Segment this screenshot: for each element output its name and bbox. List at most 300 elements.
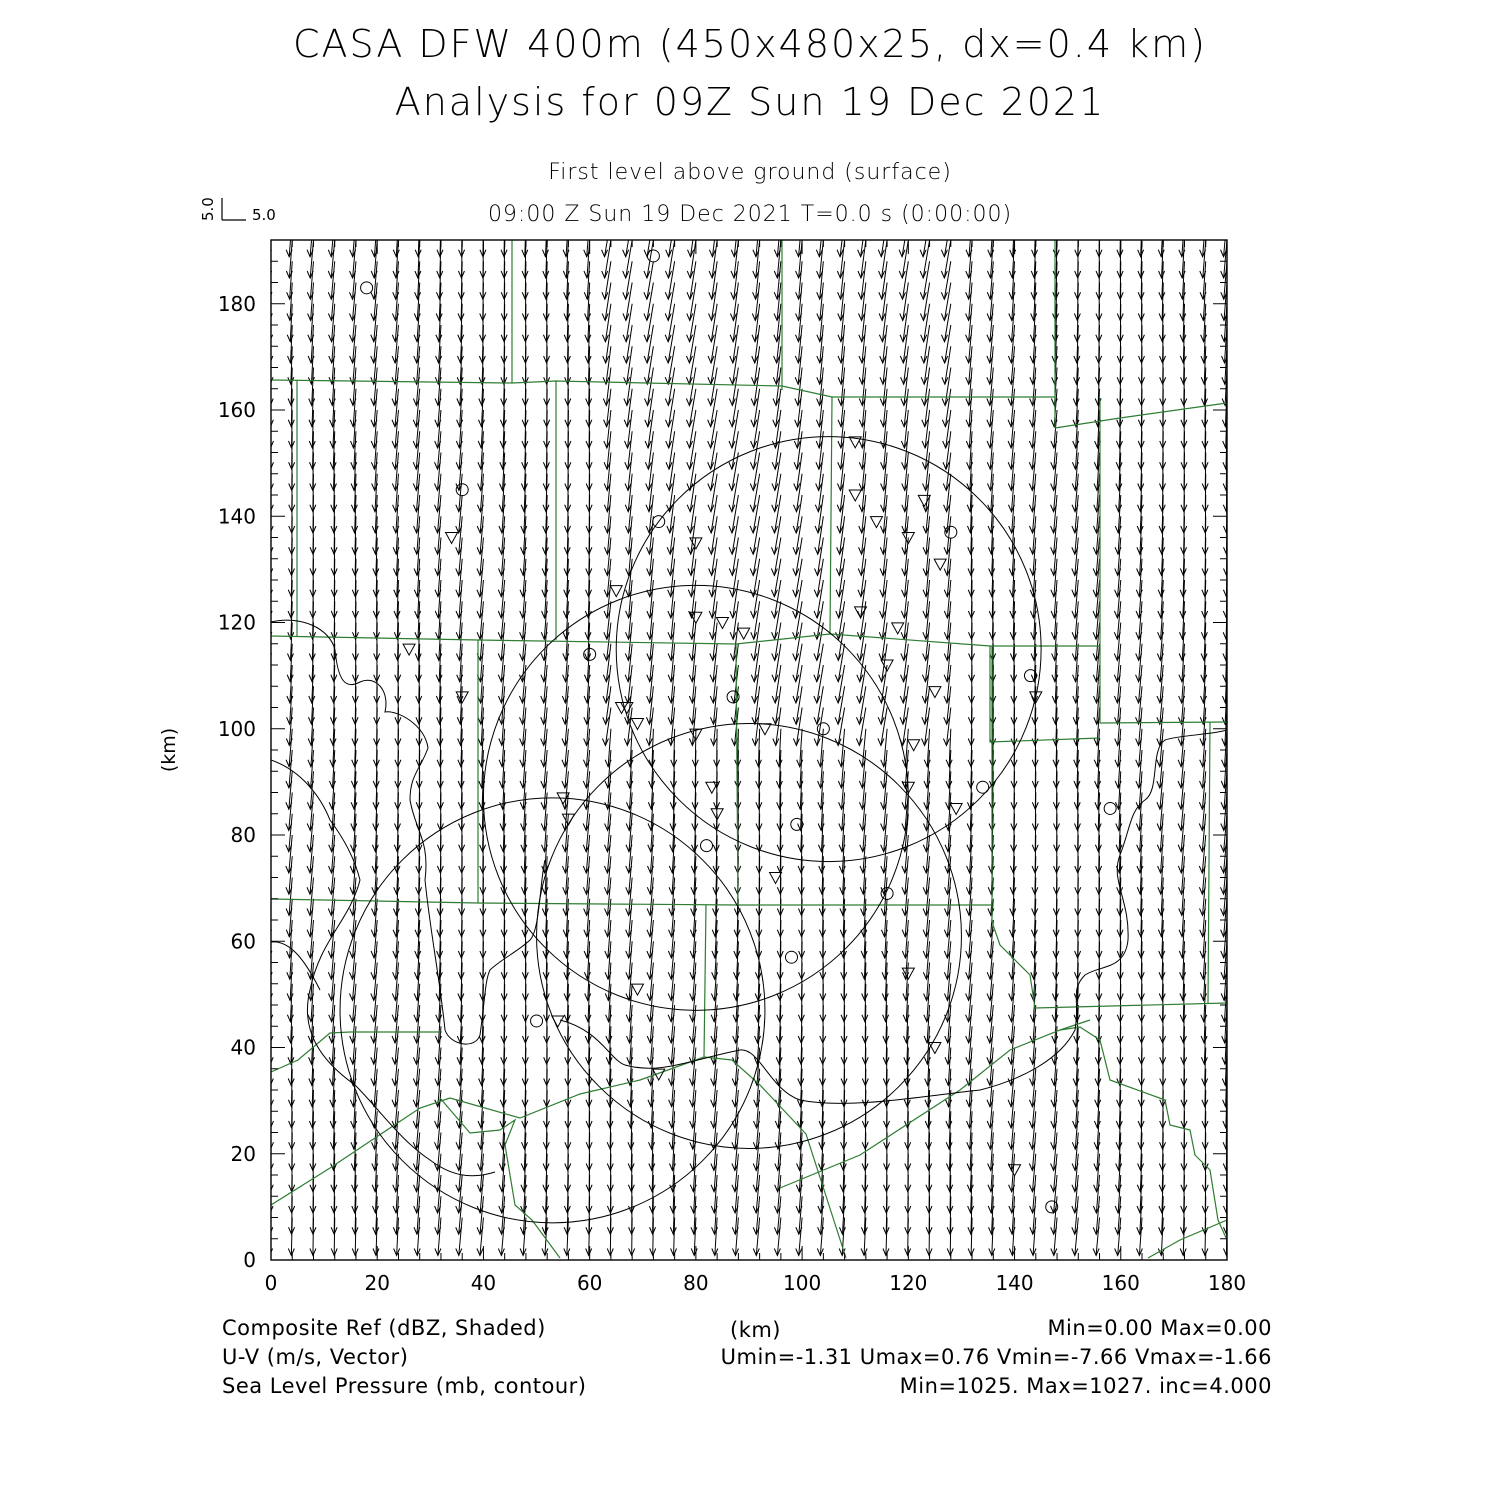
wind-vector-head bbox=[709, 314, 715, 321]
wind-vector bbox=[647, 304, 653, 342]
wind-vector-head bbox=[941, 250, 947, 257]
wind-vector bbox=[817, 665, 823, 703]
wind-vector-head bbox=[623, 356, 629, 363]
wind-vector-head bbox=[751, 632, 757, 639]
time-label: 09:00 Z Sun 19 Dec 2021 T=0.0 s (0:00:00) bbox=[487, 202, 1013, 227]
wind-vector-head bbox=[267, 526, 273, 533]
wind-vector bbox=[817, 559, 823, 597]
wind-vector bbox=[647, 325, 653, 363]
wind-vector bbox=[820, 346, 824, 384]
level-label: First level above ground (surface) bbox=[548, 160, 952, 185]
wind-vector-head bbox=[835, 717, 841, 724]
wind-vector-head bbox=[265, 866, 271, 873]
wind-vector-head bbox=[687, 505, 693, 512]
x-tick-label: 60 bbox=[576, 1271, 603, 1295]
x-tick-label: 40 bbox=[470, 1271, 497, 1295]
wind-vector bbox=[944, 304, 950, 342]
wind-vector bbox=[753, 453, 759, 491]
wind-vector-head bbox=[879, 271, 885, 278]
wind-vector-head bbox=[708, 356, 714, 363]
wind-vector bbox=[753, 474, 759, 512]
wind-vector-head bbox=[751, 399, 757, 406]
wind-vector bbox=[796, 559, 802, 597]
station-triangle bbox=[716, 618, 728, 629]
wind-vector bbox=[668, 346, 674, 384]
wind-vector-head bbox=[645, 420, 651, 427]
wind-vector-head bbox=[793, 611, 799, 618]
scale-v-label: 5.0 bbox=[199, 197, 217, 221]
wind-vector bbox=[926, 601, 930, 639]
wind-vector-head bbox=[687, 335, 693, 342]
wind-vector bbox=[775, 601, 781, 639]
wind-vector-head bbox=[666, 250, 672, 257]
station-circle bbox=[361, 282, 373, 294]
wind-vector-head bbox=[878, 717, 884, 724]
wind-vector-head bbox=[665, 399, 671, 406]
wind-vector-head bbox=[899, 292, 905, 299]
wind-vector-head bbox=[856, 717, 862, 724]
wind-vector-head bbox=[602, 250, 608, 257]
y-tick-label: 80 bbox=[230, 823, 256, 847]
wind-vector bbox=[799, 283, 803, 321]
wind-vector-head bbox=[708, 526, 714, 533]
wind-vector-head bbox=[666, 420, 672, 427]
wind-vector bbox=[905, 559, 909, 597]
wind-vector bbox=[753, 516, 759, 554]
wind-vector-head bbox=[942, 377, 948, 384]
wind-vector-head bbox=[267, 1185, 273, 1192]
wind-vector-head bbox=[687, 462, 693, 469]
wind-vector-head bbox=[793, 526, 799, 533]
station-circle bbox=[456, 484, 468, 496]
wind-vector bbox=[754, 580, 760, 618]
wind-vector-head bbox=[857, 696, 863, 703]
wind-vector-head bbox=[686, 420, 692, 427]
wind-vector-head bbox=[793, 590, 799, 597]
wind-vector bbox=[711, 325, 717, 363]
wind-vector bbox=[607, 538, 611, 576]
station-triangle bbox=[446, 533, 458, 544]
station-triangle bbox=[552, 1016, 564, 1027]
wind-vector bbox=[626, 304, 632, 342]
station-triangle bbox=[849, 490, 861, 501]
wind-vector-head bbox=[729, 569, 735, 576]
wind-vector bbox=[923, 261, 929, 299]
wind-vector bbox=[689, 389, 695, 427]
wind-vector bbox=[753, 538, 759, 576]
wind-vector bbox=[774, 559, 780, 597]
county-boundaries bbox=[271, 240, 1227, 1258]
wind-vector-head bbox=[265, 845, 271, 852]
wind-vector bbox=[1078, 219, 1079, 257]
wind-vector-head bbox=[899, 250, 905, 257]
wind-vector-head bbox=[750, 484, 756, 491]
slp-contours bbox=[271, 620, 1227, 1176]
wind-vector-head bbox=[835, 675, 841, 682]
station-triangle bbox=[403, 644, 415, 655]
station-circle bbox=[1104, 802, 1116, 814]
wind-vector-head bbox=[793, 739, 799, 746]
wind-vector bbox=[775, 474, 781, 512]
wind-vector-head bbox=[771, 590, 777, 597]
wind-vector-head bbox=[602, 271, 608, 278]
map-subtitle: Analysis for 09Z Sun 19 Dec 2021 bbox=[394, 80, 1106, 124]
wind-vector-head bbox=[267, 547, 273, 554]
wind-vector bbox=[947, 644, 951, 682]
wind-vector-head bbox=[645, 399, 651, 406]
wind-vector-head bbox=[686, 377, 692, 384]
wind-vector bbox=[1099, 219, 1100, 257]
wind-vector bbox=[796, 601, 802, 639]
station-circle bbox=[785, 951, 797, 963]
wind-vector bbox=[668, 283, 674, 321]
wind-vector-head bbox=[687, 292, 693, 299]
wind-vector-head bbox=[644, 314, 650, 321]
wind-vector bbox=[798, 304, 802, 342]
wind-vector-head bbox=[751, 654, 757, 661]
radar-ring bbox=[537, 723, 962, 1148]
wind-vector-head bbox=[729, 505, 735, 512]
y-tick-label: 140 bbox=[217, 504, 256, 529]
wind-vector bbox=[817, 644, 823, 682]
wind-vector bbox=[926, 559, 930, 597]
wind-vector-head bbox=[729, 420, 735, 427]
wind-vector-head bbox=[729, 441, 735, 448]
wind-vector bbox=[711, 495, 717, 533]
wind-vector-head bbox=[920, 250, 926, 257]
wind-vector-head bbox=[750, 462, 756, 469]
station-circle bbox=[977, 781, 989, 793]
wind-vector bbox=[860, 644, 866, 682]
wind-vector-head bbox=[772, 484, 778, 491]
wind-vector bbox=[717, 729, 718, 767]
wind-vector bbox=[862, 453, 866, 491]
wind-vector-head bbox=[921, 335, 927, 342]
wind-vector-head bbox=[771, 611, 777, 618]
wind-vector-head bbox=[751, 611, 757, 618]
wind-vector-head bbox=[815, 547, 821, 554]
wind-vector-head bbox=[666, 441, 672, 448]
wind-vector bbox=[605, 240, 611, 278]
wind-vector-head bbox=[623, 271, 629, 278]
station-circle bbox=[701, 840, 713, 852]
wind-vector-head bbox=[265, 802, 271, 809]
wind-vector bbox=[629, 580, 633, 618]
wind-vector-head bbox=[729, 462, 735, 469]
wind-vector bbox=[944, 240, 950, 278]
wind-vector bbox=[732, 516, 738, 554]
plot-frame bbox=[271, 240, 1227, 1260]
wind-vector-head bbox=[686, 356, 692, 363]
wind-vector bbox=[711, 431, 717, 469]
wind-vector-head bbox=[265, 824, 271, 831]
wind-vector-head bbox=[856, 739, 862, 746]
wind-vector-head bbox=[751, 441, 757, 448]
wind-vector bbox=[884, 474, 888, 512]
wind-vector bbox=[690, 410, 696, 448]
wind-vector-head bbox=[709, 569, 715, 576]
wind-vector-head bbox=[267, 399, 273, 406]
station-triangle bbox=[631, 984, 643, 995]
station-triangle bbox=[631, 718, 643, 729]
wind-vector-head bbox=[836, 590, 842, 597]
wind-vector bbox=[796, 623, 802, 661]
x-tick-label: 160 bbox=[1101, 1271, 1140, 1295]
wind-vector-head bbox=[772, 632, 778, 639]
wind-vector bbox=[777, 261, 781, 299]
map-title: CASA DFW 400m (450x480x25, dx=0.4 km) bbox=[292, 22, 1207, 66]
wind-vector bbox=[711, 346, 717, 384]
wind-vector bbox=[923, 283, 929, 321]
wind-vector bbox=[753, 559, 759, 597]
wind-vector bbox=[732, 431, 738, 469]
station-circle bbox=[881, 887, 893, 899]
wind-vector bbox=[817, 686, 823, 724]
wind-vector-head bbox=[644, 271, 650, 278]
wind-vector-head bbox=[686, 399, 692, 406]
wind-vector bbox=[838, 665, 844, 703]
wind-vector bbox=[923, 240, 929, 278]
wind-vector-head bbox=[267, 569, 273, 576]
wind-vector bbox=[883, 495, 887, 533]
wind-vector-head bbox=[687, 314, 693, 321]
wind-vector bbox=[775, 495, 781, 533]
wind-vector-head bbox=[267, 335, 273, 342]
wind-vector-head bbox=[814, 696, 820, 703]
station-triangle bbox=[610, 586, 622, 597]
wind-vector bbox=[839, 601, 845, 639]
wind-vector bbox=[669, 389, 675, 427]
wind-vector bbox=[626, 283, 632, 321]
wind-vector-head bbox=[708, 484, 714, 491]
wind-vector-head bbox=[814, 590, 820, 597]
wind-vector-head bbox=[920, 292, 926, 299]
wind-vector-head bbox=[878, 739, 884, 746]
wind-vector-head bbox=[814, 717, 820, 724]
wind-vector-head bbox=[750, 526, 756, 533]
wind-vector-head bbox=[835, 696, 841, 703]
wind-vector bbox=[647, 261, 653, 299]
y-tick-label: 100 bbox=[217, 716, 256, 741]
wind-vector-head bbox=[814, 654, 820, 661]
x-tick-label: 80 bbox=[683, 1271, 709, 1295]
wind-vector-head bbox=[750, 569, 756, 576]
field2-stats: Umin=-1.31 Umax=0.76 Vmin=-7.66 Vmax=-1.66 bbox=[720, 1345, 1272, 1369]
wind-vector-head bbox=[814, 569, 820, 576]
wind-vector bbox=[838, 686, 845, 724]
wind-vector-head bbox=[602, 292, 608, 299]
wind-vector-head bbox=[750, 505, 756, 512]
wind-vector-head bbox=[708, 462, 714, 469]
wind-vector-head bbox=[644, 356, 650, 363]
wind-vector bbox=[926, 580, 930, 618]
field1-name: Composite Ref (dBZ, Shaded) bbox=[222, 1316, 546, 1340]
wind-vector-field bbox=[265, 219, 1230, 1256]
wind-vector-head bbox=[730, 590, 736, 597]
wind-vector bbox=[841, 368, 845, 406]
wind-vector bbox=[711, 368, 717, 406]
wind-vector-head bbox=[730, 377, 736, 384]
wind-vector-head bbox=[793, 569, 799, 576]
station-triangle bbox=[759, 724, 771, 735]
wind-vector-head bbox=[623, 314, 629, 321]
wind-vector bbox=[689, 325, 695, 363]
wind-vector-head bbox=[900, 314, 906, 321]
wind-vector bbox=[732, 495, 738, 533]
wind-vector bbox=[944, 283, 950, 321]
wind-vector-head bbox=[771, 547, 777, 554]
wind-vector-head bbox=[687, 441, 693, 448]
wind-vector bbox=[944, 261, 950, 299]
wind-vector bbox=[650, 665, 654, 703]
wind-vector-head bbox=[267, 1206, 273, 1213]
wind-vector bbox=[668, 304, 674, 342]
axis-ticks bbox=[271, 240, 1227, 1260]
wind-vector-head bbox=[708, 547, 714, 554]
wind-vector bbox=[777, 240, 781, 278]
wind-vector bbox=[626, 261, 632, 299]
wind-vector-head bbox=[623, 292, 629, 299]
wind-vector bbox=[626, 219, 633, 257]
wind-vector bbox=[796, 516, 802, 554]
wind-vector-head bbox=[687, 271, 693, 278]
wind-vector bbox=[859, 686, 865, 724]
wind-vector-head bbox=[644, 335, 650, 342]
wind-vector-head bbox=[750, 547, 756, 554]
wind-vector bbox=[671, 686, 675, 724]
wind-vector-head bbox=[267, 1015, 273, 1022]
wind-vector bbox=[668, 261, 674, 299]
wind-vector-head bbox=[836, 611, 842, 618]
y-tick-label: 40 bbox=[230, 1035, 256, 1060]
wind-vector-head bbox=[708, 335, 714, 342]
x-tick-label: 120 bbox=[889, 1271, 928, 1295]
wind-vector bbox=[817, 623, 823, 661]
wind-vector bbox=[905, 516, 909, 554]
wind-vector bbox=[817, 601, 823, 639]
station-triangle bbox=[929, 1043, 941, 1054]
wind-vector-head bbox=[899, 271, 905, 278]
wind-vector bbox=[796, 538, 802, 576]
wind-vector bbox=[732, 389, 738, 427]
wind-vector-head bbox=[665, 292, 671, 299]
wind-vector-head bbox=[729, 484, 735, 491]
wind-vector-head bbox=[708, 399, 714, 406]
wind-vector-head bbox=[772, 654, 778, 661]
wind-vector bbox=[650, 644, 654, 682]
wind-vector-head bbox=[708, 441, 714, 448]
wind-vector bbox=[732, 538, 738, 576]
wind-vector-head bbox=[708, 505, 714, 512]
wind-vector bbox=[774, 538, 780, 576]
wind-vector bbox=[902, 219, 908, 257]
wind-vector-head bbox=[267, 1036, 273, 1043]
wind-vector bbox=[504, 219, 505, 257]
wind-vector bbox=[690, 283, 696, 321]
radar-ring bbox=[616, 437, 1041, 862]
wind-vector bbox=[711, 474, 717, 512]
wind-vector-head bbox=[772, 505, 778, 512]
field1-stats: Min=0.00 Max=0.00 bbox=[1047, 1316, 1272, 1340]
station-circle bbox=[531, 1015, 543, 1027]
wind-vector-head bbox=[920, 271, 926, 278]
wind-vector-head bbox=[835, 654, 841, 661]
wind-vector-head bbox=[265, 760, 271, 767]
y-tick-label: 160 bbox=[217, 398, 256, 422]
wind-vector bbox=[671, 665, 675, 703]
wind-vector-head bbox=[941, 271, 947, 278]
wind-vector bbox=[841, 410, 845, 448]
wind-vector-head bbox=[730, 356, 736, 363]
station-triangle bbox=[950, 803, 962, 814]
wind-vector bbox=[462, 219, 463, 257]
wind-vector bbox=[753, 495, 759, 533]
station-triangle bbox=[738, 628, 750, 639]
station-triangle bbox=[929, 687, 941, 698]
wind-vector bbox=[690, 431, 696, 469]
field3-stats: Min=1025. Max=1027. inc=4.000 bbox=[899, 1374, 1272, 1398]
x-tick-label: 20 bbox=[364, 1271, 390, 1295]
wind-vector-head bbox=[665, 314, 671, 321]
x-axis-label: (km) bbox=[730, 1318, 782, 1342]
wind-vector-head bbox=[666, 462, 672, 469]
station-triangle bbox=[908, 740, 920, 751]
wind-vector-head bbox=[793, 505, 799, 512]
x-tick-label: 100 bbox=[783, 1271, 822, 1295]
wind-vector-head bbox=[267, 1227, 273, 1234]
wind-vector-head bbox=[708, 377, 714, 384]
wind-vector bbox=[668, 368, 674, 406]
wind-vector bbox=[689, 346, 695, 384]
wind-vector-head bbox=[267, 356, 273, 363]
x-tick-label: 180 bbox=[1207, 1271, 1247, 1295]
wind-vector bbox=[689, 368, 695, 406]
wind-vector-head bbox=[665, 335, 671, 342]
wind-vector bbox=[626, 240, 632, 278]
wind-vector-head bbox=[814, 675, 820, 682]
wind-vector bbox=[754, 410, 760, 448]
wind-vector bbox=[695, 729, 696, 767]
x-tick-label: 140 bbox=[995, 1271, 1034, 1295]
wind-vector bbox=[668, 325, 674, 363]
wind-vector-head bbox=[623, 335, 629, 342]
wind-vector bbox=[947, 601, 951, 639]
wind-vector bbox=[668, 240, 674, 278]
wind-vector bbox=[945, 325, 951, 363]
wind-vector-head bbox=[941, 314, 947, 321]
wind-vector-head bbox=[265, 887, 271, 894]
wind-vector-head bbox=[771, 569, 777, 576]
wind-vector-head bbox=[623, 250, 629, 257]
field2-name: U-V (m/s, Vector) bbox=[222, 1345, 409, 1369]
wind-vector bbox=[860, 665, 866, 703]
station-triangle bbox=[892, 623, 904, 634]
wind-vector bbox=[775, 623, 781, 661]
wind-vector-head bbox=[730, 611, 736, 618]
wind-vector bbox=[732, 368, 738, 406]
wind-vector bbox=[605, 261, 611, 299]
station-circle bbox=[647, 250, 659, 262]
wind-vector-head bbox=[793, 717, 799, 724]
field3-name: Sea Level Pressure (mb, contour) bbox=[222, 1374, 587, 1398]
wind-vector bbox=[647, 346, 653, 384]
wind-vector-head bbox=[793, 675, 799, 682]
wind-vector bbox=[774, 516, 780, 554]
wind-vector-head bbox=[772, 462, 778, 469]
wind-vector-head bbox=[729, 399, 735, 406]
wind-vector bbox=[605, 219, 611, 257]
y-tick-label: 0 bbox=[243, 1248, 256, 1272]
